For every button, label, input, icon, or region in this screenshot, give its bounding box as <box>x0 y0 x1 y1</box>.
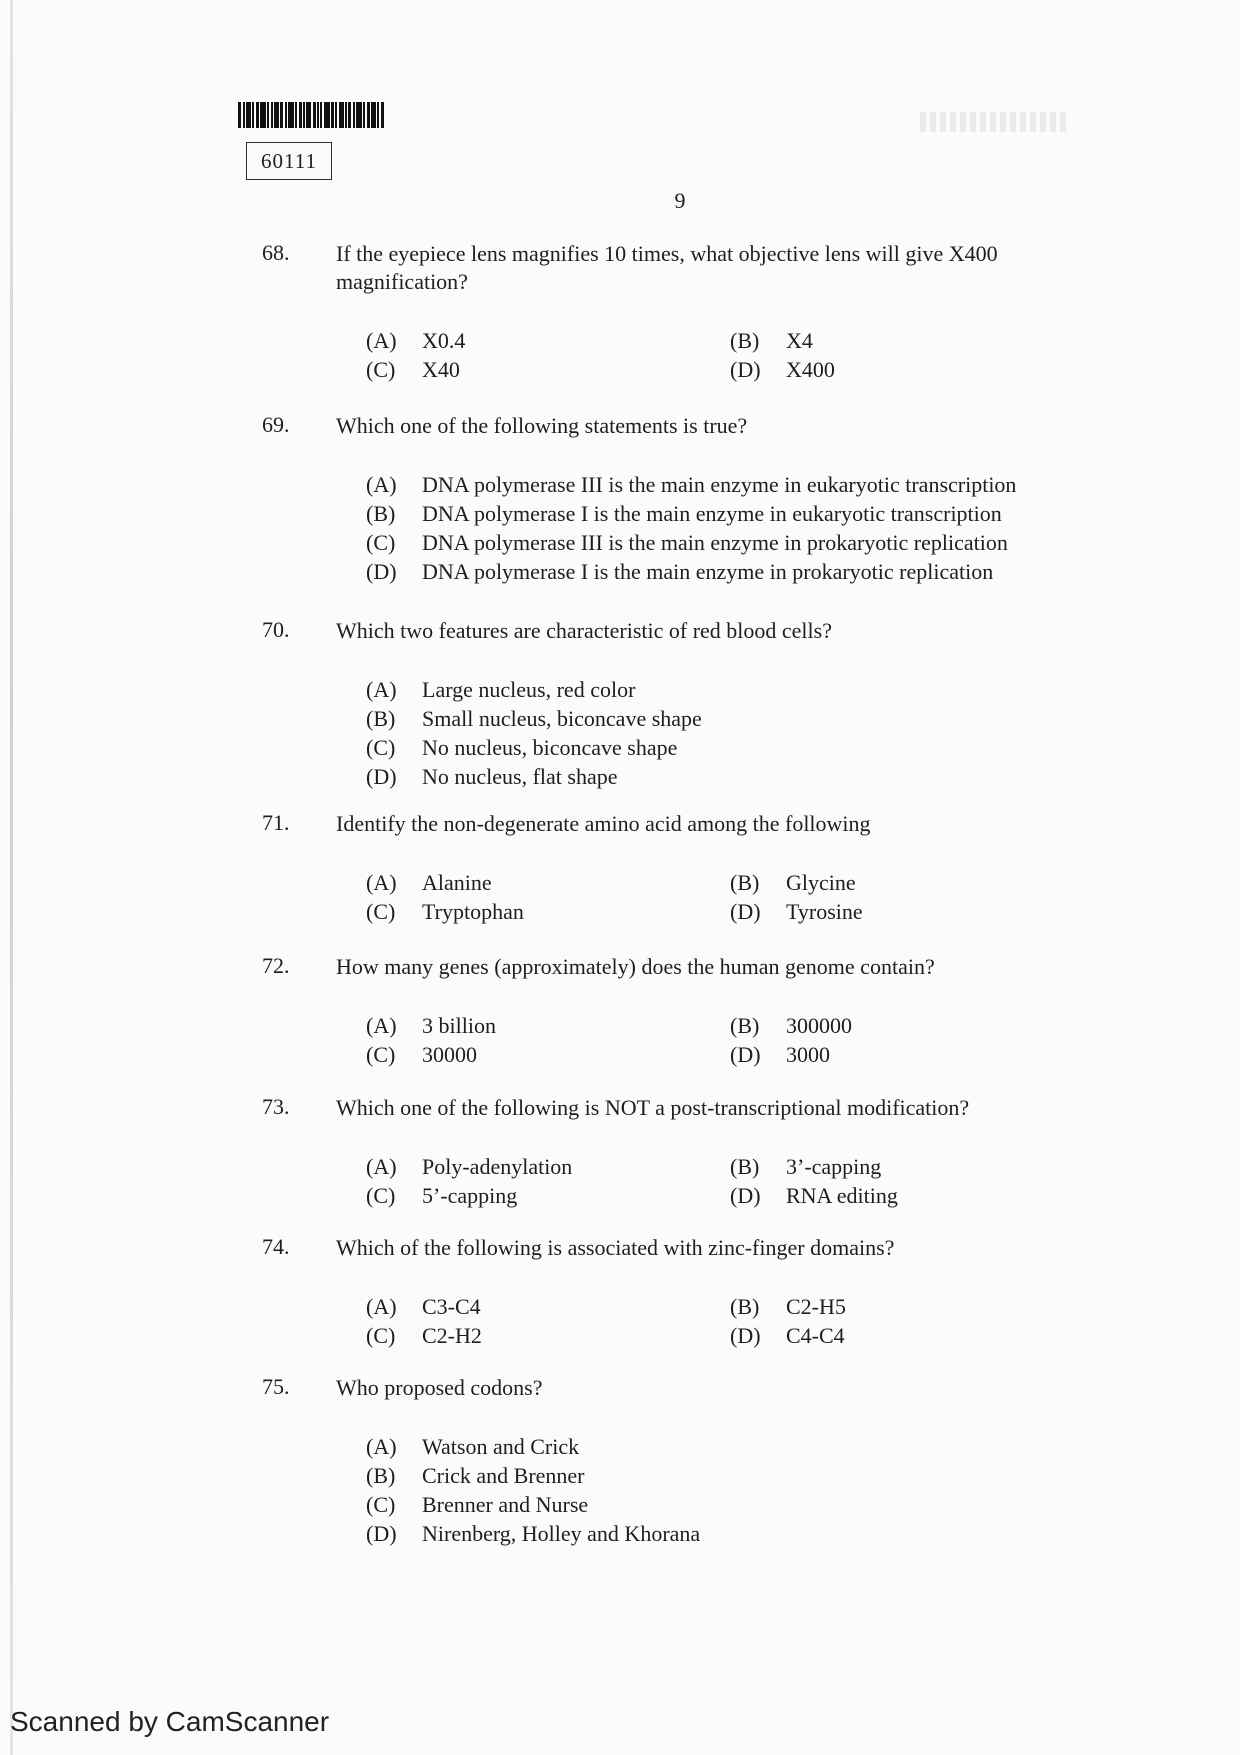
question-text-line: Who proposed codons? <box>336 1375 543 1400</box>
barcode-bar <box>288 102 294 128</box>
option-letter: (A) <box>366 328 397 353</box>
option-text: Small nucleus, biconcave shape <box>422 706 702 731</box>
question-text-line: Identify the non-degenerate amino acid among the following <box>336 811 871 836</box>
scan-edge-shadow <box>10 0 13 1755</box>
option-row <box>366 1011 1166 1040</box>
option-text: 3’-capping <box>786 1154 882 1179</box>
option-text: Tryptophan <box>422 899 524 924</box>
option-text: Crick and Brenner <box>422 1463 585 1488</box>
options-list <box>366 675 1166 791</box>
option <box>366 1519 1166 1548</box>
barcode-bar <box>243 102 245 128</box>
option <box>730 1040 1094 1069</box>
paper-code-box: 60111 <box>246 142 332 180</box>
barcode-bar <box>348 102 351 128</box>
options-list <box>366 1292 1166 1350</box>
barcode-bar <box>317 102 319 128</box>
option <box>366 704 1166 733</box>
barcode-bar <box>246 102 251 128</box>
barcode-bar <box>339 102 344 128</box>
option-text: X4 <box>786 328 813 353</box>
question-number: 74. <box>262 1234 290 1259</box>
barcode-bar <box>299 102 302 128</box>
option-row <box>366 868 1166 897</box>
option <box>730 1011 1094 1040</box>
option-letter: (D) <box>366 559 397 584</box>
barcode <box>238 102 396 128</box>
faint-stamp-mark <box>920 112 1070 132</box>
option <box>366 1011 730 1040</box>
options-list <box>366 868 1166 926</box>
option <box>730 1292 1094 1321</box>
barcode-bar <box>313 102 316 128</box>
option-text: X400 <box>786 357 835 382</box>
option-text: 300000 <box>786 1013 852 1038</box>
barcode-bar <box>324 102 330 128</box>
option <box>366 499 1166 528</box>
option-text: Watson and Crick <box>422 1434 580 1459</box>
option-letter: (A) <box>366 1294 397 1319</box>
option-text: C3-C4 <box>422 1294 481 1319</box>
scanner-footer: Scanned by CamScanner <box>10 1706 330 1737</box>
option-letter: (D) <box>730 1323 761 1348</box>
option <box>366 470 1166 499</box>
barcode-bar <box>280 102 283 128</box>
question-text-line: magnification? <box>336 269 468 294</box>
option-letter: (A) <box>366 677 397 702</box>
option <box>366 897 730 926</box>
option <box>366 528 1166 557</box>
option <box>366 1461 1166 1490</box>
question-number: 75. <box>262 1374 290 1399</box>
barcode-bar <box>335 102 337 128</box>
option-row <box>366 528 1166 557</box>
barcode-bar <box>371 102 376 128</box>
option-text: Nirenberg, Holley and Khorana <box>422 1521 701 1546</box>
question-text-line: Which two features are characteristic of red blood cells? <box>336 618 832 643</box>
option <box>366 1490 1166 1519</box>
barcode-bar <box>295 102 297 128</box>
option-letter: (B) <box>730 328 760 353</box>
option-letter: (C) <box>366 735 396 760</box>
option <box>730 1152 1094 1181</box>
option <box>366 326 730 355</box>
question-number: 70. <box>262 617 290 642</box>
option-text: Poly-adenylation <box>422 1154 573 1179</box>
option <box>730 868 1094 897</box>
option-text: 3000 <box>786 1042 830 1067</box>
question-number: 69. <box>262 412 290 437</box>
option-row <box>366 675 1166 704</box>
question-text-line: If the eyepiece lens magnifies 10 times, what objective lens will give X400 <box>336 241 998 266</box>
option-text: C4-C4 <box>786 1323 845 1348</box>
option-letter: (B) <box>366 706 396 731</box>
barcode-bar <box>345 102 347 128</box>
option <box>366 1040 730 1069</box>
question-text <box>336 1234 1096 1262</box>
barcode-bar <box>356 102 362 128</box>
option-text: DNA polymerase III is the main enzyme in eukaryotic transcription <box>422 472 1017 497</box>
option-row <box>366 326 1166 355</box>
question-text <box>336 953 1096 981</box>
question-text <box>336 810 1096 838</box>
barcode-bar <box>267 102 269 128</box>
option-letter: (A) <box>366 870 397 895</box>
option-row <box>366 1181 1166 1210</box>
option-letter: (D) <box>730 1183 761 1208</box>
option-row <box>366 1152 1166 1181</box>
question-text <box>336 240 1096 296</box>
page-number: 9 <box>674 188 686 213</box>
options-list <box>366 1432 1166 1548</box>
question-number: 72. <box>262 953 290 978</box>
option-letter: (D) <box>366 764 397 789</box>
option <box>730 355 1094 384</box>
option-text: DNA polymerase III is the main enzyme in prokaryotic replication <box>422 530 1008 555</box>
option <box>366 868 730 897</box>
option <box>366 733 1166 762</box>
option <box>366 1181 730 1210</box>
option-letter: (C) <box>366 357 396 382</box>
question-text <box>336 412 1096 440</box>
options-list <box>366 1011 1166 1069</box>
option-text: 30000 <box>422 1042 477 1067</box>
option-letter: (D) <box>730 899 761 924</box>
option-letter: (B) <box>730 870 760 895</box>
option-letter: (C) <box>366 899 396 924</box>
option-text: X40 <box>422 357 460 382</box>
barcode-bar <box>381 102 384 128</box>
option-text: 3 billion <box>422 1013 496 1038</box>
option-row <box>366 733 1166 762</box>
option-row <box>366 355 1166 384</box>
option-text: C2-H2 <box>422 1323 482 1348</box>
option-text: Alanine <box>422 870 492 895</box>
option-letter: (C) <box>366 1323 396 1348</box>
option-text: X0.4 <box>422 328 466 353</box>
option <box>730 326 1094 355</box>
options-list <box>366 1152 1166 1210</box>
option-text: No nucleus, flat shape <box>422 764 618 789</box>
option <box>366 762 1166 791</box>
option-letter: (A) <box>366 472 397 497</box>
option-letter: (B) <box>730 1013 760 1038</box>
option <box>730 1321 1094 1350</box>
barcode-bar <box>353 102 355 128</box>
barcode-bar <box>306 102 311 128</box>
option-text: Glycine <box>786 870 856 895</box>
option-letter: (B) <box>730 1294 760 1319</box>
option-letter: (C) <box>366 530 396 555</box>
option-row <box>366 1490 1166 1519</box>
option-text: Brenner and Nurse <box>422 1492 589 1517</box>
option-row <box>366 1461 1166 1490</box>
option-text: Tyrosine <box>786 899 863 924</box>
question-text <box>336 617 1096 645</box>
option-letter: (D) <box>730 357 761 382</box>
options-list <box>366 470 1166 586</box>
barcode-bar <box>260 102 266 128</box>
question-text-line: Which of the following is associated with zinc-finger domains? <box>336 1235 895 1260</box>
option-letter: (B) <box>366 1463 396 1488</box>
option-row <box>366 704 1166 733</box>
option <box>366 355 730 384</box>
option <box>366 675 1166 704</box>
barcode-bar <box>285 102 287 128</box>
options-list <box>366 326 1166 384</box>
question-text-line: Which one of the following is NOT a post-transcriptional modification? <box>336 1095 970 1120</box>
question-text <box>336 1094 1096 1122</box>
question-number: 68. <box>262 240 290 265</box>
barcode-bar <box>238 102 241 128</box>
option-letter: (C) <box>366 1183 396 1208</box>
option-row <box>366 1040 1166 1069</box>
option <box>730 1181 1094 1210</box>
question-text-line: Which one of the following statements is true? <box>336 413 748 438</box>
option-row <box>366 557 1166 586</box>
option-letter: (C) <box>366 1042 396 1067</box>
option <box>366 1292 730 1321</box>
option-letter: (A) <box>366 1013 397 1038</box>
barcode-bar <box>271 102 273 128</box>
barcode-bar <box>303 102 305 128</box>
option <box>366 1321 730 1350</box>
option-text: RNA editing <box>786 1183 898 1208</box>
question-number: 73. <box>262 1094 290 1119</box>
barcode-bar <box>274 102 279 128</box>
barcode-bar <box>252 102 254 128</box>
option-letter: (B) <box>366 501 396 526</box>
option <box>366 1152 730 1181</box>
barcode-bar <box>377 102 379 128</box>
option-text: No nucleus, biconcave shape <box>422 735 678 760</box>
option-text: DNA polymerase I is the main enzyme in eukaryotic transcription <box>422 501 1002 526</box>
option-letter: (A) <box>366 1154 397 1179</box>
option-text: C2-H5 <box>786 1294 846 1319</box>
option-text: DNA polymerase I is the main enzyme in prokaryotic replication <box>422 559 994 584</box>
barcode-bar <box>331 102 334 128</box>
option-row <box>366 1432 1166 1461</box>
option-letter: (B) <box>730 1154 760 1179</box>
option-text: 5’-capping <box>422 1183 518 1208</box>
barcode-bar <box>363 102 365 128</box>
option-letter: (D) <box>730 1042 761 1067</box>
option-row <box>366 762 1166 791</box>
option <box>366 557 1166 586</box>
question-number: 71. <box>262 810 290 835</box>
barcode-bar <box>256 102 259 128</box>
option-letter: (D) <box>366 1521 397 1546</box>
question-text-line: How many genes (approximately) does the human genome contain? <box>336 954 935 979</box>
option <box>366 1432 1166 1461</box>
barcode-bar <box>320 102 322 128</box>
option-letter: (C) <box>366 1492 396 1517</box>
option-letter: (A) <box>366 1434 397 1459</box>
option-row <box>366 499 1166 528</box>
option-row <box>366 470 1166 499</box>
barcode-bar <box>367 102 370 128</box>
option <box>730 897 1094 926</box>
question-text <box>336 1374 1096 1402</box>
option-row <box>366 897 1166 926</box>
option-text: Large nucleus, red color <box>422 677 636 702</box>
option-row <box>366 1292 1166 1321</box>
option-row <box>366 1519 1166 1548</box>
option-row <box>366 1321 1166 1350</box>
